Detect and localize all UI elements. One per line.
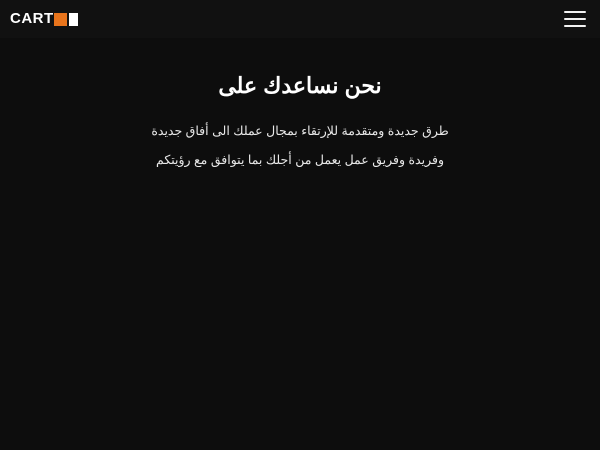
hamburger-line-1 [564, 11, 586, 13]
logo-bar-accent [54, 13, 67, 26]
brand-name: CART [10, 10, 54, 27]
hamburger-line-2 [564, 18, 586, 20]
brand-logo[interactable] [10, 11, 79, 27]
site-header [0, 0, 600, 38]
hero-section [0, 38, 600, 175]
hamburger-line-3 [564, 25, 586, 27]
hero-subtitle: طرق جديدة ومتقدمة للإرتقاء بمجال عملك الى أفاق جديدة وفريدة وفريق عمل يعمل من أجلك بما يتوافق مع رؤيتكم [151, 123, 449, 167]
logo-bar-white [69, 13, 78, 26]
page-title: نحن نساعدك على [218, 73, 382, 98]
menu-icon[interactable] [562, 7, 588, 31]
logo-mark-icon [54, 13, 79, 26]
